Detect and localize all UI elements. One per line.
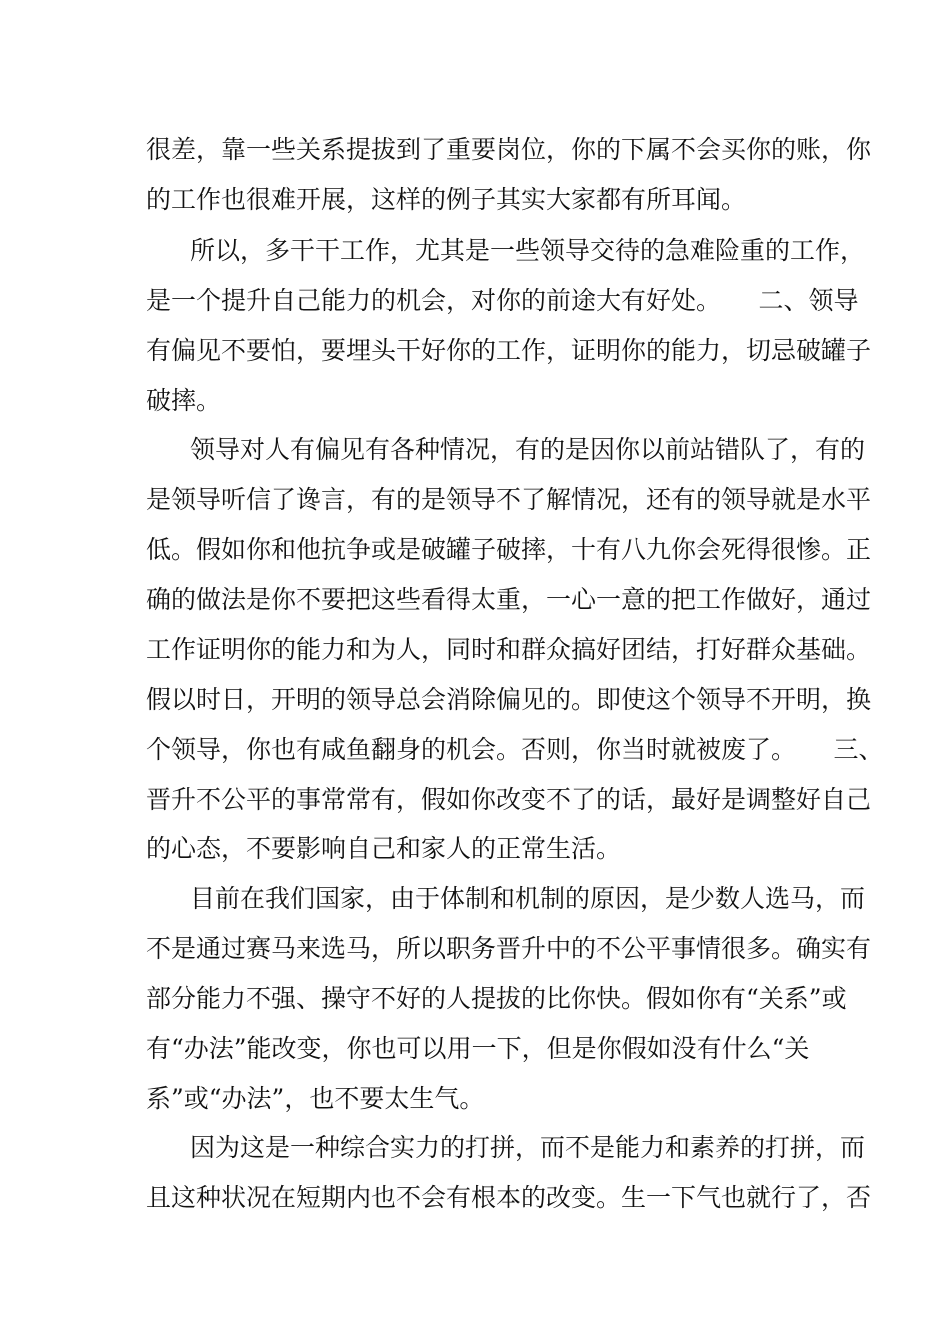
- text-line: 很差，靠一些关系提拔到了重要岗位，你的下属不会买你的账，你: [146, 135, 872, 164]
- text-line: 是领导听信了谗言，有的是领导不了解情况，还有的领导就是水平: [146, 485, 872, 514]
- text-line: 部分能力不强、操守不好的人提拔的比你快。假如你有“关系”或: [146, 984, 847, 1013]
- text-line: 因为这是一种综合实力的打拼，而不是能力和素养的打拼，而: [190, 1133, 866, 1162]
- text-line: 有“办法”能改变，你也可以用一下，但是你假如没有什么“关: [146, 1034, 810, 1063]
- text-line: 有偏见不要怕，要埋头干好你的工作，证明你的能力，切忌破罐子: [146, 336, 872, 365]
- text-line: 所以，多干干工作，尤其是一些领导交待的急难险重的工作，: [190, 236, 866, 265]
- text-line: 的心态，不要影响自己和家人的正常生活。: [146, 834, 622, 863]
- text-line: 系”或“办法”，也不要太生气。: [146, 1084, 485, 1113]
- text-line: 领导对人有偏见有各种情况，有的是因你以前站错队了，有的: [190, 435, 866, 464]
- text-line: 确的做法是你不要把这些看得太重，一心一意的把工作做好，通过: [146, 585, 872, 614]
- text-line: 破摔。: [146, 386, 222, 415]
- text-line: 的工作也很难开展，这样的例子其实大家都有所耳闻。: [146, 185, 747, 214]
- text-line: 目前在我们国家，由于体制和机制的原因，是少数人选马，而: [190, 884, 866, 913]
- text-line: 个领导，你也有咸鱼翻身的机会。否则，你当时就被废了。 三、: [146, 735, 884, 764]
- text-line: 工作证明你的能力和为人，同时和群众搞好团结，打好群众基础。: [146, 635, 872, 664]
- text-line: 不是通过赛马来选马，所以职务晋升中的不公平事情很多。确实有: [146, 934, 872, 963]
- text-line: 假以时日，开明的领导总会消除偏见的。即使这个领导不开明，换: [146, 685, 872, 714]
- text-line: 低。假如你和他抗争或是破罐子破摔，十有八九你会死得很惨。正: [146, 535, 872, 564]
- text-line: 是一个提升自己能力的机会，对你的前途大有好处。 二、领导: [146, 286, 859, 315]
- text-line: 且这种状况在短期内也不会有根本的改变。生一下气也就行了，否: [146, 1183, 872, 1212]
- text-line: 晋升不公平的事常常有，假如你改变不了的话，最好是调整好自己: [146, 785, 872, 814]
